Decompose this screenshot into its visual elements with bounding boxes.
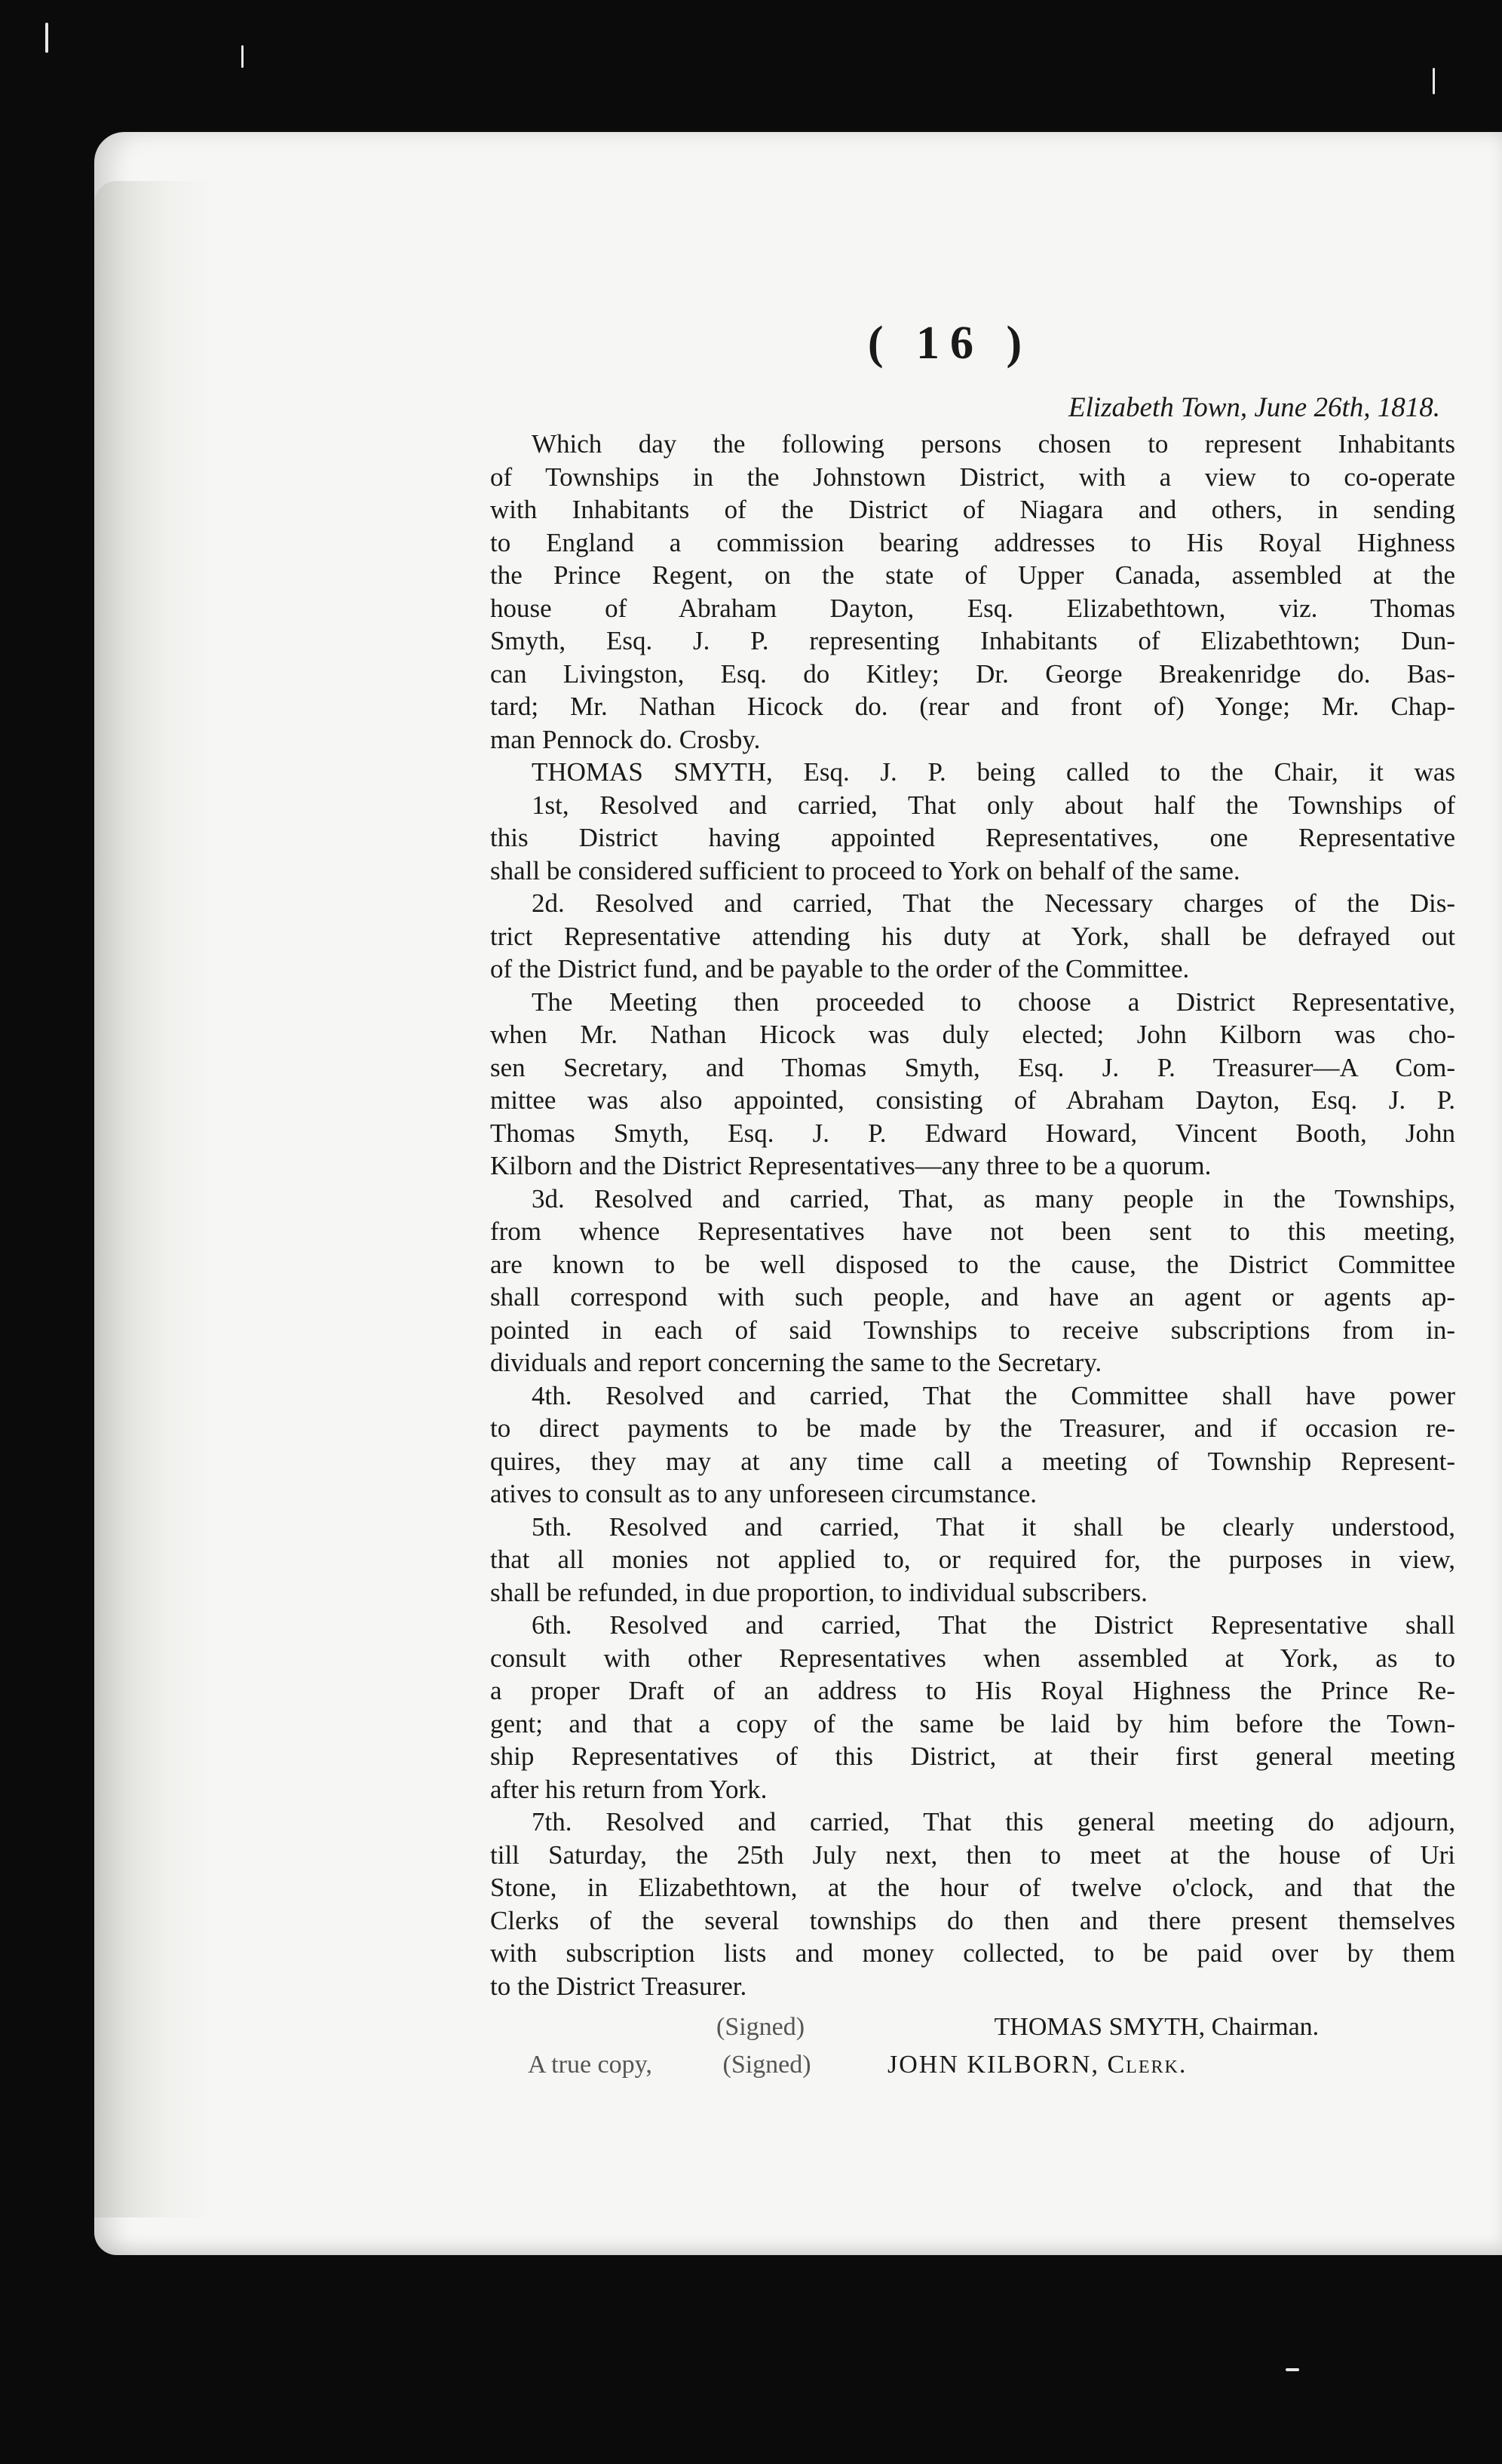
text-line: Clerks of the several townships do then and there present themselves xyxy=(490,1905,1455,1935)
text-line: till Saturday, the 25th July next, then to meet at the house of Uri xyxy=(490,1840,1455,1870)
scan-speck xyxy=(1286,2368,1299,2371)
clerk-signature: JOHN KILBORN, Clerk. xyxy=(887,2051,1188,2079)
document-text xyxy=(490,298,1455,2084)
scan-speck xyxy=(1433,68,1435,94)
text-line: 2d. Resolved and carried, That the Necessary charges of the Dis- xyxy=(532,888,1455,918)
body-text xyxy=(490,428,1455,2002)
text-line: THOMAS SMYTH, Esq. J. P. being called to the Chair, it was xyxy=(532,757,1455,787)
text-line: shall correspond with such people, and have an agent or agents ap- xyxy=(490,1282,1455,1312)
text-line: Kilborn and the District Representatives—any three to be a quorum. xyxy=(490,1151,1212,1180)
text-line: 1st, Resolved and carried, That only about half the Townships of xyxy=(532,790,1455,820)
text-line: a proper Draft of an address to His Royal Highness the Prince Re- xyxy=(490,1676,1455,1705)
text-line: house of Abraham Dayton, Esq. Elizabethtown, viz. Thomas xyxy=(490,593,1455,623)
scan-speck xyxy=(241,45,244,68)
text-line: Smyth, Esq. J. P. representing Inhabitants of Elizabethtown; Dun- xyxy=(490,626,1455,655)
text-line: Which day the following persons chosen to represent Inhabitants xyxy=(532,429,1455,459)
text-line: when Mr. Nathan Hicock was duly elected; John Kilborn was cho- xyxy=(490,1020,1455,1049)
signed-label: (Signed) xyxy=(716,2013,805,2041)
text-line: The Meeting then proceeded to choose a District Representative, xyxy=(532,987,1455,1017)
text-line: of Townships in the Johnstown District, with a view to co-operate xyxy=(490,462,1455,492)
text-line: ship Representatives of this District, at their first general meeting xyxy=(490,1741,1455,1771)
true-copy-label: A true copy, xyxy=(528,2051,652,2079)
text-line: atives to consult as to any unforeseen circumstance. xyxy=(490,1479,1038,1508)
text-line: shall be refunded, in due proportion, to individual subscribers. xyxy=(490,1577,1148,1607)
text-line: 5th. Resolved and carried, That it shall be clearly understood, xyxy=(532,1511,1455,1542)
text-line: the Prince Regent, on the state of Upper Canada, assembled at the xyxy=(490,560,1455,590)
text-line: to England a commission bearing addresses to His Royal Highness xyxy=(490,527,1455,557)
text-line: of the District fund, and be payable to the order of the Committee. xyxy=(490,954,1190,983)
text-line: 6th. Resolved and carried, That the District Representative shall xyxy=(532,1610,1455,1640)
dateline: Elizabeth Town, June 26th, 1818. xyxy=(1068,392,1440,423)
text-line: dividuals and report concerning the same to the Secretary. xyxy=(490,1348,1102,1377)
page-number: ( 16 ) xyxy=(867,318,1033,369)
text-line: can Livingston, Esq. do Kitley; Dr. George Breakenridge do. Bas- xyxy=(490,658,1455,689)
text-line: to the District Treasurer. xyxy=(490,1971,747,2001)
text-line: tard; Mr. Nathan Hicock do. (rear and front of) Yonge; Mr. Chap- xyxy=(490,692,1455,721)
chairman-signature: THOMAS SMYTH, Chairman. xyxy=(994,2013,1320,2041)
signed-label-2: (Signed) xyxy=(722,2051,811,2079)
text-line: are known to be well disposed to the cause, the District Committee xyxy=(490,1249,1455,1279)
text-line: consult with other Representatives when assembled at York, as to xyxy=(490,1643,1455,1673)
text-line: quires, they may at any time call a meeting of Township Represent- xyxy=(490,1446,1455,1476)
signature-line-chairman xyxy=(490,2008,1455,2046)
text-line: after his return from York. xyxy=(490,1774,768,1804)
text-line: with Inhabitants of the District of Niagara and others, in sending xyxy=(490,495,1455,524)
text-line: man Pennock do. Crosby. xyxy=(490,724,761,754)
text-line: that all monies not applied to, or required for, the purposes in view, xyxy=(490,1545,1455,1574)
text-line: trict Representative attending his duty at York, shall be defrayed out xyxy=(490,921,1455,951)
text-line: with subscription lists and money collected, to be paid over by them xyxy=(490,1938,1455,1968)
text-line: 4th. Resolved and carried, That the Committee shall have power xyxy=(532,1380,1455,1410)
text-line: Stone, in Elizabethtown, at the hour of twelve o'clock, and that the xyxy=(490,1873,1455,1902)
scan-speck xyxy=(45,23,48,53)
page-shadow-edge xyxy=(94,181,215,2217)
text-line: from whence Representatives have not been sent to this meeting, xyxy=(490,1217,1455,1246)
text-line: to direct payments to be made by the Treasurer, and if occasion re- xyxy=(490,1413,1455,1443)
text-line: sen Secretary, and Thomas Smyth, Esq. J. P. Treasurer—A Com- xyxy=(490,1052,1455,1082)
text-line: mittee was also appointed, consisting of Abraham Dayton, Esq. J. P. xyxy=(490,1085,1455,1115)
text-line: 3d. Resolved and carried, That, as many people in the Townships, xyxy=(532,1183,1455,1214)
text-line: Thomas Smyth, Esq. J. P. Edward Howard, Vincent Booth, John xyxy=(490,1118,1455,1148)
text-line: pointed in each of said Townships to receive subscriptions from in- xyxy=(490,1315,1455,1345)
text-line: gent; and that a copy of the same be laid by him before the Town- xyxy=(490,1708,1455,1738)
text-line: shall be considered sufficient to proceed to York on behalf of the same. xyxy=(490,855,1240,885)
text-line: this District having appointed Representatives, one Representative xyxy=(490,823,1455,852)
text-line: 7th. Resolved and carried, That this general meeting do adjourn, xyxy=(532,1807,1455,1836)
signature-line-clerk xyxy=(490,2046,1455,2084)
